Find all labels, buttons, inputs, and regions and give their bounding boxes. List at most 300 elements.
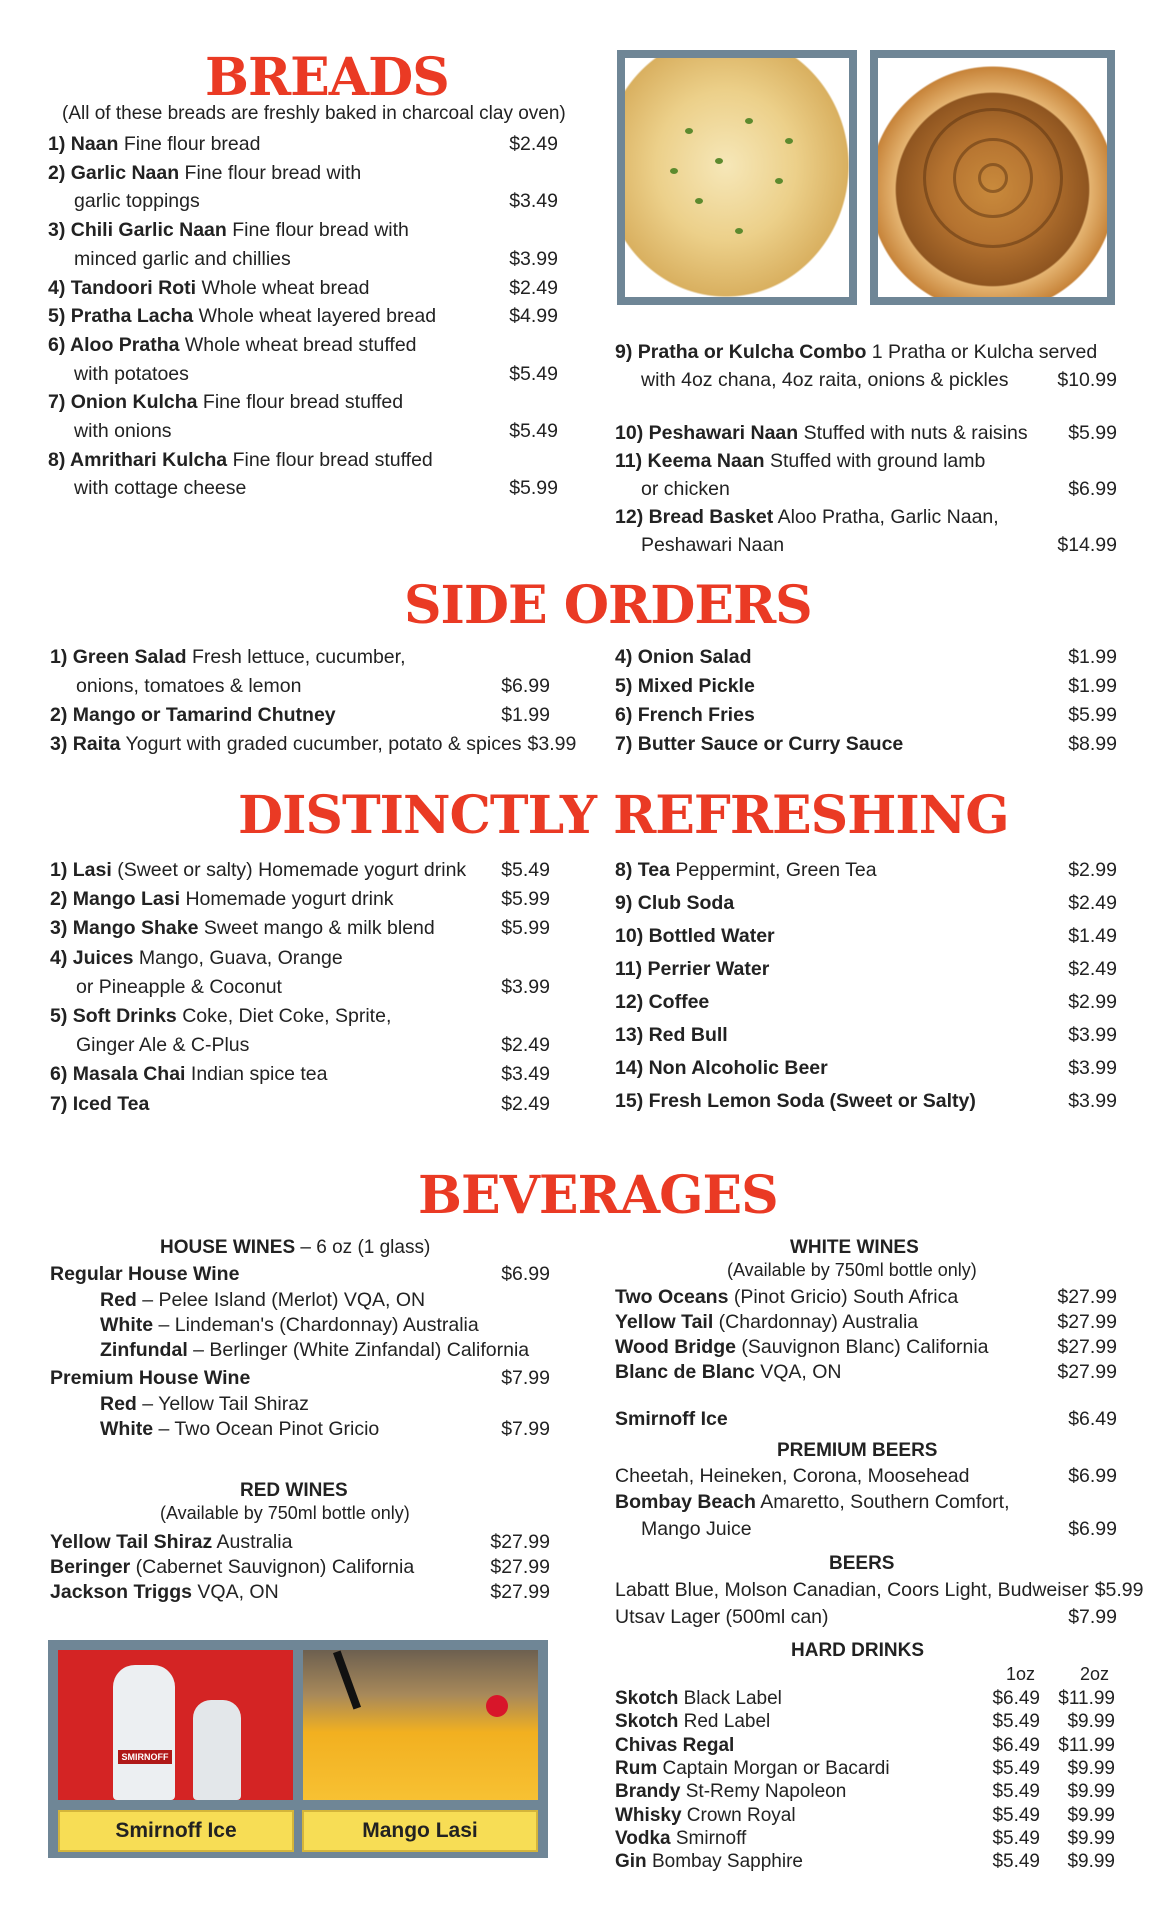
item-name: Two Oceans [615,1286,729,1308]
menu-item-row [50,645,550,669]
item-desc-cont: Mango Juice [641,1518,752,1540]
item-name: 6) French Fries [615,704,755,726]
wine-desc: – Two Ocean Pinot Gricio [153,1418,380,1440]
item-text [48,218,558,242]
pratha-image [878,58,1107,297]
wine-color: Red [100,1289,137,1311]
menu-item-row [615,1285,1117,1309]
mango-lasi-image [303,1650,538,1800]
item-text [615,1805,970,1827]
hard-drink-row [615,1735,1115,1757]
item-price: $2.49 [501,1034,550,1057]
item-price: $3.49 [501,1063,550,1086]
item-name: Whisky [615,1804,682,1826]
menu-item-row [615,674,1117,698]
menu-item-row [50,975,550,999]
item-name: 3) Chili Garlic Naan [48,219,227,242]
item-text [615,1781,970,1803]
item-text [48,161,558,185]
menu-item-row [50,1033,550,1057]
menu-item-row [50,1062,550,1086]
item-price: $3.99 [527,733,577,755]
menu-item-row [615,1360,1117,1384]
item-desc-cont: or Pineapple & Coconut [76,975,282,998]
menu-item-row [50,1092,550,1116]
item-text [615,1578,1089,1602]
item-name: 1) Lasi [50,859,112,881]
item-desc: Labatt Blue, Molson Canadian, Coors Light, Budweiser [615,1579,1089,1601]
item-price: $6.99 [1068,478,1117,500]
item-text [50,1262,495,1286]
menu-item-row [615,732,1117,756]
item-text [615,449,1117,473]
item-text [50,1555,484,1579]
item-desc: 1 Pratha or Kulcha served [866,341,1098,363]
item-text [48,132,503,156]
menu-item-row [615,957,1117,981]
item-price: $6.99 [1068,1518,1117,1540]
item-price: $5.99 [509,477,558,500]
item-text [615,477,1062,501]
wine-color: White [100,1418,154,1440]
item-name: Skotch [615,1711,679,1733]
item-price: $3.49 [509,190,558,213]
item-text [50,916,495,940]
item-price: $2.99 [1068,991,1117,1013]
item-desc: Cheetah, Heineken, Corona, Moosehead [615,1465,970,1487]
white-wines-header: WHITE WINES [790,1237,919,1258]
item-text [615,1285,1051,1309]
item-price: $7.99 [501,1418,550,1440]
item-name: Premium House Wine [50,1367,251,1389]
item-price: $1.99 [501,704,550,726]
item-price: $3.99 [501,975,550,998]
item-desc-cont: onions, tomatoes & lemon [76,675,302,697]
item-text [50,1092,495,1116]
price-2oz: $9.99 [1067,1851,1115,1873]
beverages-title: BEVERAGES [418,1165,778,1226]
item-price: $7.99 [501,1367,550,1389]
item-text [615,340,1117,364]
menu-item-row [100,1392,550,1416]
item-name: 12) Bread Basket [615,506,774,528]
item-name: Wood Bridge [615,1336,736,1358]
item-desc: (Sweet or salty) Homemade yogurt drink [111,859,467,881]
smirnoff-ice-image [58,1650,293,1800]
item-text [615,1851,970,1873]
item-price: $3.99 [1068,1024,1117,1046]
menu-item-row [48,448,558,472]
item-price: $5.49 [509,362,558,385]
item-name: 12) Coffee [615,991,710,1013]
item-desc: Captain Morgan or Bacardi [657,1757,890,1779]
item-desc: (Cabernet Sauvignon) California [130,1556,415,1578]
item-name: 8) Amrithari Kulcha [48,448,228,471]
menu-item-row [100,1417,550,1441]
menu-item-row [50,1004,550,1028]
item-name: Chivas Regal [615,1734,735,1756]
item-text [50,703,495,727]
menu-item-row [50,674,550,698]
item-price: $3.99 [1068,1057,1117,1079]
item-text [615,1089,1062,1113]
item-name: 6) Masala Chai [50,1063,186,1086]
item-price: $27.99 [1057,1336,1117,1358]
item-price: $27.99 [1057,1361,1117,1383]
item-price: $4.99 [509,305,558,328]
item-name: Yellow Tail [615,1311,714,1333]
item-price: $27.99 [1057,1286,1117,1308]
price-1oz: $6.49 [992,1688,1040,1709]
item-desc: St-Remy Napoleon [680,1781,847,1803]
item-desc: Sweet mango & milk blend [198,917,435,940]
price-1oz: $5.49 [992,1781,1040,1803]
item-price: $27.99 [490,1581,550,1603]
menu-item-row [50,887,550,911]
item-name: 9) Club Soda [615,892,735,914]
item-desc: Black Label [678,1688,782,1709]
menu-item-row [615,533,1117,557]
hard-drink-row [615,1688,1115,1710]
item-text [100,1417,495,1441]
item-text [48,362,503,386]
menu-item-row [615,924,1117,948]
price-1oz: $5.49 [992,1851,1040,1873]
menu-item-row [48,304,558,328]
item-text [615,1360,1051,1384]
item-name: Skotch [615,1688,679,1709]
item-name: 5) Pratha Lacha [48,305,194,328]
item-name: Blanc de Blanc [615,1361,755,1383]
item-desc: Smirnoff [670,1827,747,1849]
menu-item-row [48,132,558,156]
menu-item-row [615,1335,1117,1359]
item-price: $5.99 [1068,422,1117,444]
side-orders-title: SIDE ORDERS [404,575,812,636]
hard-drink-row [615,1828,1115,1850]
item-desc: Fine flour bread [118,133,261,155]
item-text [615,368,1051,392]
item-price: $1.49 [1068,925,1117,947]
menu-item-row [48,247,558,271]
hard-drink-row [615,1758,1115,1780]
item-desc-cont: garlic toppings [74,190,200,213]
item-name: 4) Juices [50,946,134,969]
item-name: Brandy [615,1781,681,1803]
item-name: 5) Mixed Pickle [615,675,755,697]
item-name: Jackson Triggs [50,1581,192,1603]
item-text [615,1828,970,1850]
item-text [615,1605,1062,1629]
red-wines-header: RED WINES [240,1480,348,1501]
item-text [50,946,550,970]
menu-item-row [615,340,1117,364]
item-name: Gin [615,1851,647,1873]
wine-color: Red [100,1393,137,1415]
item-name: 10) Peshawari Naan [615,422,799,444]
item-name: 5) Soft Drinks [50,1005,177,1027]
menu-item-row [615,368,1117,392]
item-name: 4) Onion Salad [615,646,752,668]
item-desc-cont: with potatoes [74,362,189,385]
item-text [615,421,1062,445]
menu-item-row [50,916,550,940]
item-text [615,732,1062,756]
item-price: $2.99 [1068,859,1117,881]
item-desc: Bombay Sapphire [646,1851,803,1873]
item-text [615,1711,970,1733]
item-name: 3) Mango Shake [50,917,199,940]
menu-item-row [615,891,1117,915]
item-price: $1.99 [1068,675,1117,697]
item-name: Regular House Wine [50,1263,240,1285]
item-text [48,333,558,357]
menu-item-row [615,858,1117,882]
item-price: $27.99 [490,1556,550,1578]
item-price: $5.99 [1068,704,1117,726]
item-text [50,732,522,756]
menu-item-row [50,732,577,756]
item-name: 9) Pratha or Kulcha Combo [615,341,867,363]
price-2oz: $9.99 [1067,1757,1115,1779]
bottle-icon [193,1700,241,1800]
item-desc-cont: Ginger Ale & C-Plus [76,1034,250,1057]
item-desc: (Pinot Gricio) South Africa [728,1286,959,1308]
item-price: $1.99 [1068,646,1117,668]
item-price: $3.99 [509,247,558,270]
item-text [615,924,1062,948]
item-text [100,1338,550,1362]
item-text [615,1335,1051,1359]
item-desc: Fine flour bread with [226,219,409,242]
item-name: 15) Fresh Lemon Soda (Sweet or Salty) [615,1090,976,1112]
item-desc: VQA, ON [191,1581,279,1603]
menu-item-row [615,703,1117,727]
item-text [615,703,1062,727]
menu-item-row [48,362,558,386]
item-name: 8) Tea [615,859,670,881]
item-price: $2.49 [1068,958,1117,980]
item-desc: Homemade yogurt drink [180,888,394,911]
item-desc: Red Label [678,1711,771,1733]
item-text [50,1004,550,1028]
item-desc: Stuffed with ground lamb [764,450,986,472]
item-name: 2) Mango or Tamarind Chutney [50,704,336,726]
item-text [615,1407,1062,1431]
item-text [615,1517,1062,1541]
menu-item-row [48,218,558,242]
price-2oz: $9.99 [1067,1827,1115,1849]
item-text [615,1490,1117,1514]
menu-item-row [615,1310,1117,1334]
item-desc-cont: minced garlic and chillies [74,247,291,270]
menu-item-row [615,1490,1117,1514]
menu-item-row [50,1555,550,1579]
menu-item-row [100,1288,550,1312]
item-desc-cont: with 4oz chana, 4oz raita, onions & pickles [641,369,1009,391]
item-text [50,975,495,999]
refreshing-title: DISTINCTLY REFRESHING [238,785,1009,846]
item-text [615,533,1051,557]
item-name: Rum [615,1757,658,1779]
menu-item-row [48,276,558,300]
item-name: 4) Tandoori Roti [48,276,197,299]
price-1oz: $5.49 [992,1804,1040,1826]
item-text [48,476,503,500]
breads-note: (All of these breads are freshly baked in charcoal clay oven) [62,103,566,124]
item-text [100,1392,550,1416]
menu-item-row [50,1262,550,1286]
item-text [615,645,1062,669]
premium-beers-header: PREMIUM BEERS [777,1440,938,1461]
menu-item-row [615,1089,1117,1113]
item-desc: Aloo Pratha, Garlic Naan, [773,506,999,528]
item-name: 13) Red Bull [615,1024,728,1046]
item-text [615,1735,970,1757]
item-price: $27.99 [490,1531,550,1553]
item-desc: Mango, Guava, Orange [133,946,343,969]
item-price: $6.99 [1068,1465,1117,1487]
item-price: $14.99 [1057,534,1117,556]
item-desc: VQA, ON [754,1361,842,1383]
item-desc: Fresh lettuce, cucumber, [186,646,406,668]
item-desc: Yogurt with graded cucumber, potato & spices [120,733,522,755]
menu-item-row [615,990,1117,1014]
item-name: Beringer [50,1556,131,1578]
item-text [50,1062,495,1086]
garlic-naan-photo [617,50,857,305]
item-name: Yellow Tail Shiraz [50,1531,213,1553]
hard-drink-row [615,1851,1115,1873]
menu-item-row [48,390,558,414]
item-desc: Whole wheat layered bread [193,305,437,328]
item-text [50,1580,484,1604]
item-desc: Fine flour bread stuffed [197,391,404,414]
price-1oz: $5.49 [992,1827,1040,1849]
menu-item-row [615,1023,1117,1047]
menu-item-row [48,419,558,443]
item-price: $6.49 [1068,1408,1117,1430]
menu-item-row [50,1366,550,1390]
red-wines-sub: (Available by 750ml bottle only) [160,1503,410,1523]
menu-item-row [50,946,550,970]
price-1oz: $5.49 [992,1711,1040,1733]
item-text [615,990,1062,1014]
item-text [50,887,495,911]
item-desc: Fine flour bread stuffed [227,448,433,471]
item-text [615,505,1117,529]
item-text [615,1464,1062,1488]
item-text [50,1033,495,1057]
price-1oz: $6.49 [992,1734,1040,1756]
bottle-icon [113,1665,175,1800]
item-desc: Peppermint, Green Tea [669,859,877,881]
price-2oz: $9.99 [1067,1711,1115,1733]
item-name: 1) Green Salad [50,646,187,668]
menu-item-row [48,333,558,357]
menu-item-row [48,189,558,213]
item-name: Bombay Beach [615,1491,756,1513]
item-text [615,891,1062,915]
item-desc: Crown Royal [681,1804,796,1826]
item-price: $3.99 [1068,1090,1117,1112]
wine-color: White [100,1314,154,1336]
straw-icon [333,1650,361,1709]
drinks-photo-strip [48,1640,548,1858]
menu-item-row [615,505,1117,529]
item-desc: Amaretto, Southern Comfort, [755,1491,1010,1513]
item-desc: (Chardonnay) Australia [713,1311,919,1333]
menu-item-row [615,1578,1144,1602]
item-name: 7) Iced Tea [50,1092,150,1115]
price-2oz: $11.99 [1058,1688,1115,1709]
item-name: Smirnoff Ice [615,1408,728,1430]
hard-drinks-header: HARD DRINKS [791,1640,924,1661]
item-text [50,674,495,698]
item-name: 2) Garlic Naan [48,161,180,184]
item-price: $2.49 [1068,892,1117,914]
hard-drink-row [615,1781,1115,1803]
item-price: $2.49 [509,276,558,299]
item-desc: Coke, Diet Coke, Sprite, [176,1005,392,1027]
menu-item-row [615,1464,1117,1488]
item-price: $8.99 [1068,733,1117,755]
item-name: 11) Perrier Water [615,958,770,980]
menu-item-row [50,703,550,727]
menu-item-row [615,477,1117,501]
price-1oz: $5.49 [992,1757,1040,1779]
wine-desc: – Yellow Tail Shiraz [136,1393,309,1415]
item-desc-cont: Peshawari Naan [641,534,785,556]
item-price: $7.99 [1068,1606,1117,1628]
item-text [48,390,558,414]
menu-item-row [48,476,558,500]
item-name: 14) Non Alcoholic Beer [615,1057,828,1079]
menu-item-row [615,1056,1117,1080]
menu-item-row [615,1407,1117,1431]
cherry-icon [486,1695,508,1717]
wine-color: Zinfundal [100,1339,188,1361]
item-text [48,448,558,472]
hard-drink-row [615,1711,1115,1733]
item-name: Vodka [615,1827,671,1849]
item-text [50,858,495,882]
hard-drinks-col2: 2oz [1080,1664,1110,1684]
pratha-photo [870,50,1115,305]
item-text [48,304,503,328]
price-2oz: $11.99 [1058,1734,1115,1756]
item-desc: Utsav Lager (500ml can) [615,1606,829,1628]
hard-drink-row [615,1805,1115,1827]
item-desc: Indian spice tea [185,1063,328,1086]
house-wines-header: HOUSE WINES – 6 oz (1 glass) [160,1237,431,1258]
item-desc: Fine flour bread with [179,161,362,184]
breads-title: BREADS [205,47,449,108]
item-desc: Whole wheat bread stuffed [179,333,417,356]
item-text [48,419,503,443]
item-desc: (Sauvignon Blanc) California [735,1336,989,1358]
item-text [615,1056,1062,1080]
item-price: $2.49 [509,133,558,155]
item-text [615,1758,970,1780]
price-2oz: $9.99 [1067,1804,1115,1826]
menu-item-row [50,1580,550,1604]
menu-item-row [615,1517,1117,1541]
item-name: 10) Bottled Water [615,925,775,947]
item-text [48,276,503,300]
item-desc: Whole wheat bread [196,276,370,299]
item-price: $5.49 [509,420,558,442]
